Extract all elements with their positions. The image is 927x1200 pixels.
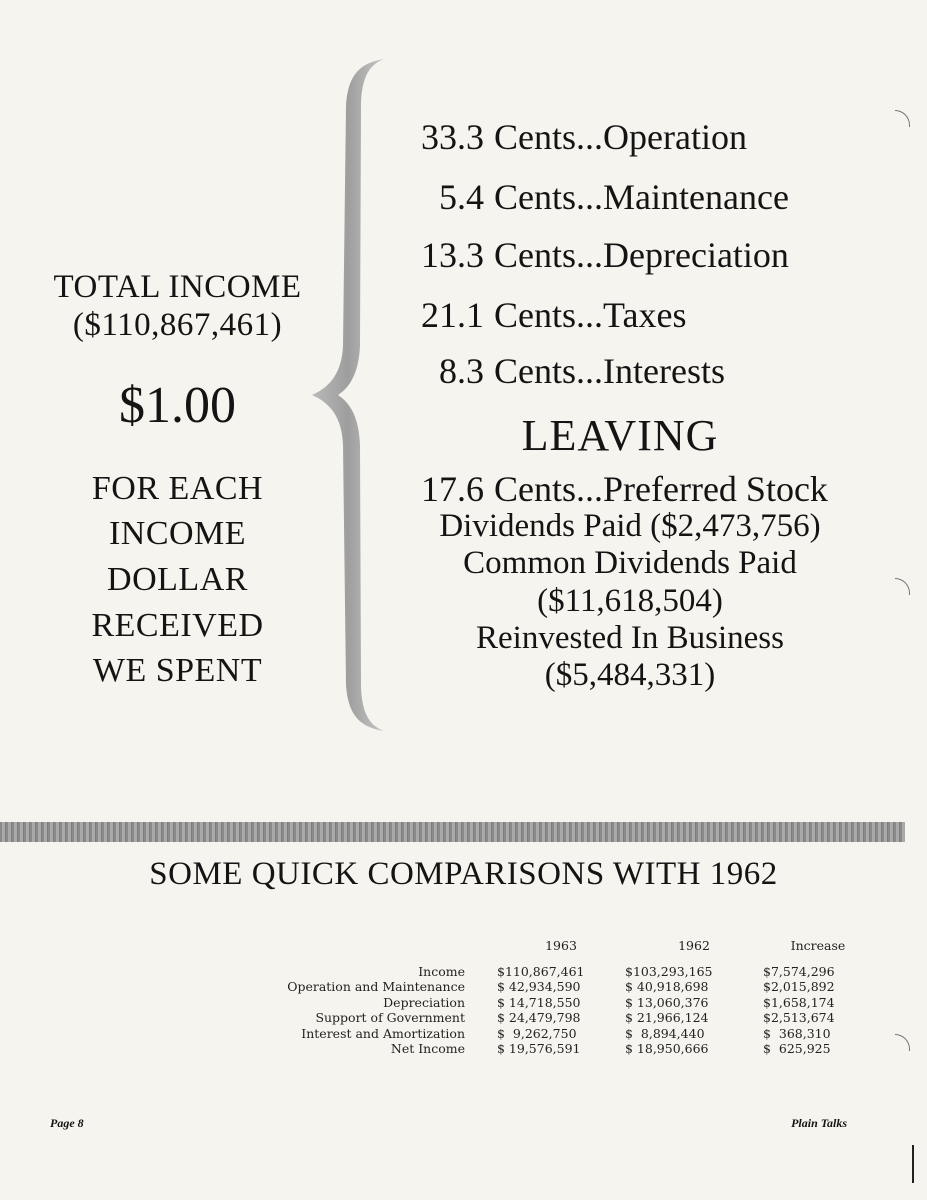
cents-unit: Cents (494, 177, 577, 217)
total-income-heading: TOTAL INCOME (53, 269, 302, 305)
leaving-row (400, 464, 828, 514)
value-increase: $ 625,925 (763, 1041, 831, 1056)
table-header-row (250, 938, 873, 964)
value-increase: $7,574,296 (763, 963, 835, 979)
cents-unit: Cents (494, 117, 577, 157)
value-increase: $2,015,892 (763, 979, 835, 994)
punch-hole-mark (895, 578, 910, 595)
spending-label: Interests (603, 351, 725, 391)
row-label: Operation and Maintenance (287, 979, 465, 994)
cents-unit: Cents (494, 469, 577, 509)
punch-hole-mark (895, 110, 910, 127)
cents-value: 13.3 (421, 235, 484, 275)
phrase-line: DOLLAR (107, 561, 248, 598)
dollar-amount: $1.00 (119, 377, 236, 434)
value-1963: $ 24,479,798 (497, 1010, 581, 1025)
separator: ... (576, 469, 604, 509)
table-row (250, 1026, 873, 1042)
row-label: Interest and Amortization (301, 1025, 465, 1041)
value-increase: $2,513,674 (763, 1010, 835, 1025)
cents-unit: Cents (494, 235, 577, 275)
value-1962: $ 18,950,666 (625, 1041, 709, 1056)
margin-line (912, 1145, 914, 1183)
comparisons-title: SOME QUICK COMPARISONS WITH 1962 (149, 856, 778, 892)
separator: ... (576, 117, 604, 157)
table-row (250, 1041, 873, 1057)
table-row (250, 1010, 873, 1026)
cents-unit: Cents (494, 351, 577, 391)
row-label: Net Income (390, 1041, 465, 1056)
cents-value: 17.6 (421, 469, 484, 509)
table-row (250, 995, 873, 1011)
cents-value: 33.3 (421, 117, 484, 157)
separator: ... (576, 177, 604, 217)
phrase-line: RECEIVED (91, 607, 264, 644)
curly-brace-graphic (298, 55, 388, 735)
cents-value: 5.4 (439, 177, 484, 217)
separator: ... (576, 351, 604, 391)
value-1963: $ 19,576,591 (497, 1041, 581, 1056)
page-number: Page 8 (50, 1116, 84, 1130)
cents-value: 8.3 (439, 351, 484, 391)
column-header: 1963 (545, 938, 577, 953)
phrase-line: WE SPENT (92, 652, 263, 689)
separator: ... (576, 235, 604, 275)
publication-name: Plain Talks (791, 1116, 847, 1130)
column-header: 1962 (678, 938, 710, 953)
section-divider (0, 822, 905, 842)
value-1963: $ 9,262,750 (497, 1025, 577, 1041)
comparisons-table (250, 938, 873, 1057)
value-increase: $1,658,174 (763, 994, 835, 1010)
spending-row (400, 172, 789, 222)
spending-label: Depreciation (603, 235, 789, 275)
cents-value: 21.1 (421, 295, 484, 335)
value-1962: $ 40,918,698 (625, 979, 709, 994)
spending-row (400, 230, 789, 280)
spending-label: Maintenance (603, 177, 789, 217)
value-1962: $ 13,060,376 (625, 994, 709, 1010)
leaving-detail-line: Common Dividends Paid (463, 545, 797, 581)
value-1962: $103,293,165 (625, 963, 713, 979)
total-income-amount: ($110,867,461) (72, 307, 283, 343)
leaving-label: Preferred Stock (603, 469, 828, 509)
row-label: Depreciation (383, 994, 465, 1010)
spending-row (400, 346, 725, 396)
phrase-line: INCOME (108, 515, 247, 552)
value-1962: $ 21,966,124 (625, 1010, 709, 1025)
value-1962: $ 8,894,440 (625, 1025, 705, 1041)
leaving-heading: LEAVING (521, 411, 719, 460)
leaving-detail-line: ($11,618,504) (537, 583, 723, 619)
separator: ... (576, 295, 604, 335)
row-label: Support of Government (315, 1010, 465, 1025)
column-header: Increase (790, 938, 846, 953)
value-1963: $ 42,934,590 (497, 979, 581, 994)
value-1963: $110,867,461 (497, 963, 585, 979)
cents-unit: Cents (494, 295, 577, 335)
leaving-detail-line: ($5,484,331) (544, 657, 716, 693)
leaving-detail-line: Reinvested In Business (476, 620, 784, 656)
leaving-detail-line: Dividends Paid ($2,473,756) (439, 508, 821, 544)
value-1963: $ 14,718,550 (497, 994, 581, 1010)
row-label: Income (418, 963, 465, 979)
label-column-header (250, 938, 497, 964)
table-row (250, 964, 873, 980)
spending-label: Taxes (603, 295, 687, 335)
value-increase: $ 368,310 (763, 1025, 831, 1041)
punch-hole-mark (895, 1034, 910, 1051)
table-row (250, 979, 873, 995)
spending-label: Operation (603, 117, 747, 157)
spending-row (400, 112, 747, 162)
spending-row (400, 290, 686, 340)
phrase-line: FOR EACH (91, 470, 264, 507)
